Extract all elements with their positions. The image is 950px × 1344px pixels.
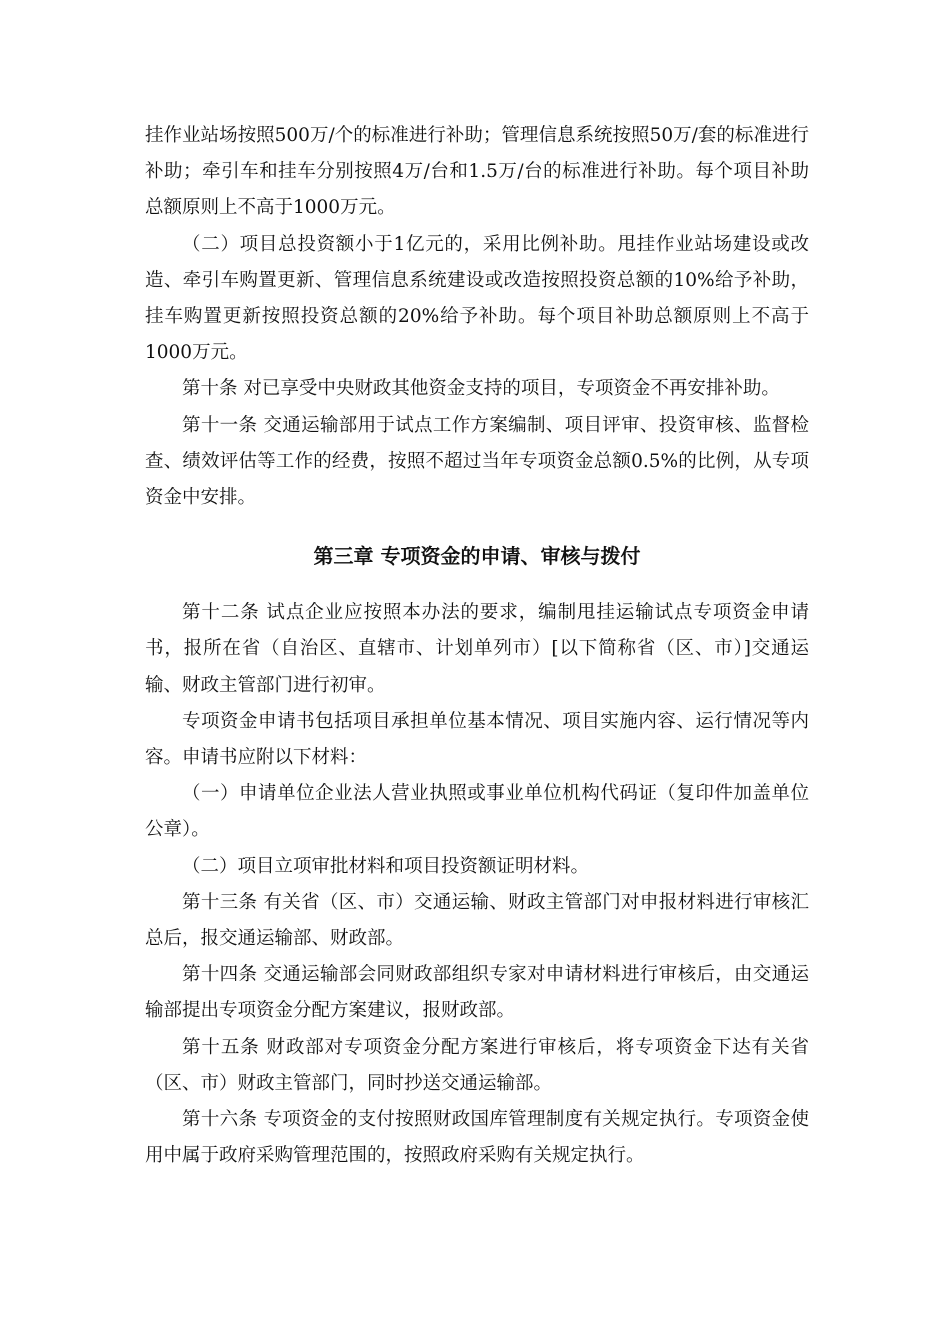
article-12: 第十二条 试点企业应按照本办法的要求，编制甩挂运输试点专项资金申请书，报所在省（自治区、直辖市、计划单列市）[以下简称省（区、市）]交通运输、财政主管部门进行初审。 bbox=[145, 602, 809, 696]
article-16: 第十六条 专项资金的支付按照财政国库管理制度有关规定执行。专项资金使用中属于政府采购管理范围的，按照政府采购有关规定执行。 bbox=[145, 1109, 809, 1167]
material-item-2: （二）项目立项审批材料和项目投资额证明材料。 bbox=[182, 855, 590, 877]
paragraph-subsidy-standards: 挂作业站场按照500万/个的标准进行补助；管理信息系统按照50万/套的标准进行补助；牵引车和挂车分别按照4万/台和1.5万/台的标准进行补助。每个项目补助总额原则上不高于1000万元。 bbox=[145, 125, 809, 219]
material-item-1: （一）申请单位企业法人营业执照或事业单位机构代码证（复印件加盖单位公章）。 bbox=[145, 783, 809, 841]
paragraph-ratio-subsidy: （二）项目总投资额小于1亿元的，采用比例补助。甩挂作业站场建设或改造、牵引车购置更新、管理信息系统建设或改造按照投资总额的10%给予补助，挂车购置更新按照投资总额的20%给予补助。每个项目补助总额原则上不高于1000万元。 bbox=[145, 233, 809, 364]
article-14: 第十四条 交通运输部会同财政部组织专家对申请材料进行审核后，由交通运输部提出专项资金分配方案建议，报财政部。 bbox=[145, 964, 809, 1022]
article-15: 第十五条 财政部对专项资金分配方案进行审核后，将专项资金下达有关省（区、市）财政主管部门，同时抄送交通运输部。 bbox=[145, 1036, 809, 1094]
chapter-title: 第三章 专项资金的申请、审核与拨付 bbox=[313, 544, 641, 569]
application-content-paragraph: 专项资金申请书包括项目承担单位基本情况、项目实施内容、运行情况等内容。申请书应附以下材料： bbox=[145, 710, 809, 769]
article-13: 第十三条 有关省（区、市）交通运输、财政主管部门对申报材料进行审核汇总后，报交通运输部、财政部。 bbox=[145, 891, 809, 950]
article-11: 第十一条 交通运输部用于试点工作方案编制、项目评审、投资审核、监督检查、绩效评估等工作的经费，按照不超过当年专项资金总额0.5%的比例，从专项资金中安排。 bbox=[145, 414, 809, 509]
document-body bbox=[145, 118, 809, 1174]
article-10: 第十条 对已享受中央财政其他资金支持的项目，专项资金不再安排补助。 bbox=[182, 378, 780, 400]
